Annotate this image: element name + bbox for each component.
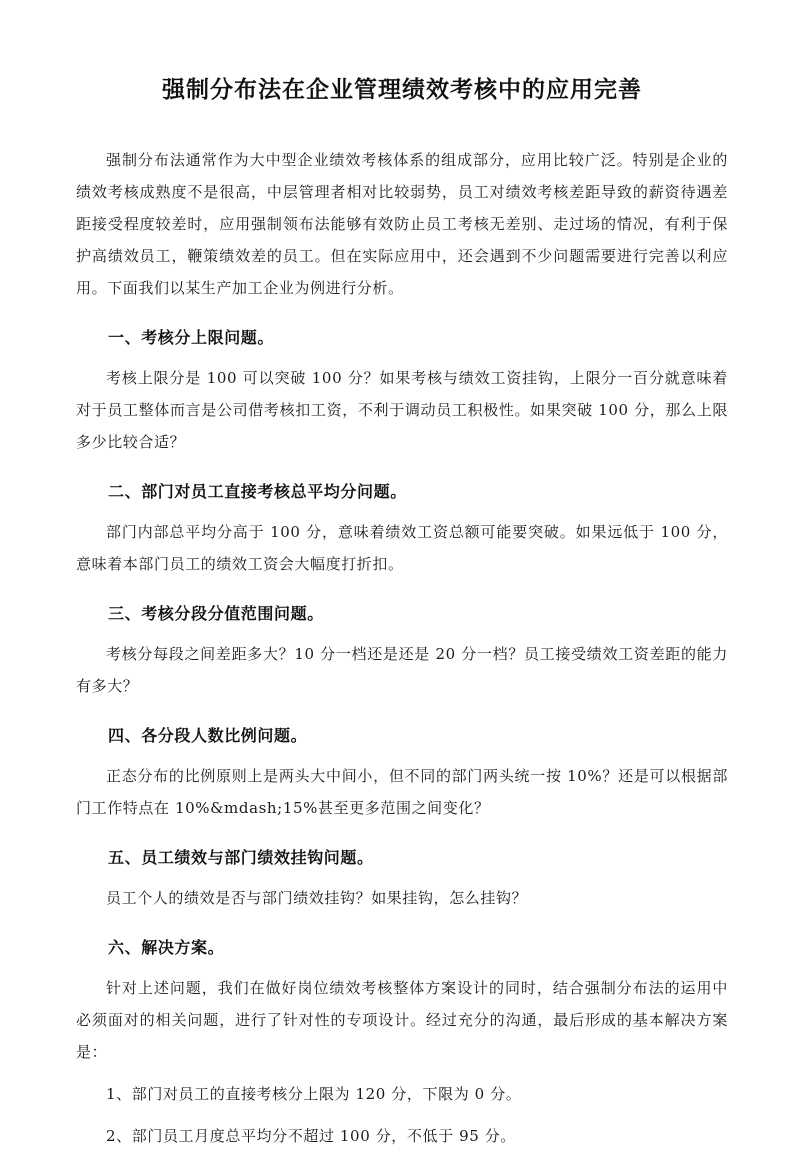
solution-item-1: 1、部门对员工的直接考核分上限为 120 分，下限为 0 分。 (106, 1085, 522, 1103)
document-title: 强制分布法在企业管理绩效考核中的应用完善 (162, 76, 642, 103)
section-heading-2: 二、部门对员工直接考核总平均分问题。 (108, 482, 407, 501)
section-heading-3: 三、考核分段分值范围问题。 (108, 604, 324, 623)
intro-paragraph: 强制分布法通常作为大中型企业绩效考核体系的组成部分，应用比较广泛。特别是企业的绩效考核成熟度不是很高，中层管理者相对比较弱势，员工对绩效考核差距导致的薪资待遇差距接受程度较差时，应用强制领布法能够有效防止员工考核无差别、走过场的情况，有利于保护高绩效员工，鞭策绩效差的员工。但在实际应用中，还会遇到不少问题需要进行完善以利应用。下面我们以某生产加工企业为例进行分析。 (76, 151, 728, 297)
section-body-5: 员工个人的绩效是否与部门绩效挂钩？如果挂钩，怎么挂钩？ (106, 889, 528, 907)
section-heading-1: 一、考核分上限问题。 (108, 328, 275, 347)
section-body-3: 考核分每段之间差距多大？10 分一档还是还是 20 分一档？员工接受绩效工资差距的能力有多大？ (76, 645, 728, 695)
section-body-1: 考核上限分是 100 可以突破 100 分？如果考核与绩效工资挂钩，上限分一百分就意味着对于员工整体而言是公司借考核扣工资，不利于调动员工积极性。如果突破 100 分，那么上限多少比较合适？ (76, 369, 728, 451)
section-heading-6: 六、解决方案。 (108, 938, 225, 957)
section-heading-5: 五、员工绩效与部门绩效挂钩问题。 (108, 848, 374, 867)
section-heading-4: 四、各分段人数比例问题。 (108, 726, 308, 745)
section-body-4: 正态分布的比例原则上是两头大中间小，但不同的部门两头统一按 10%？还是可以根据部门工作特点在 10%&mdash;15%甚至更多范围之间变化？ (76, 767, 728, 817)
section-body-2: 部门内部总平均分高于 100 分，意味着绩效工资总额可能要突破。如果远低于 100 分，意味着本部门员工的绩效工资会大幅度打折扣。 (76, 523, 728, 573)
section-body-6: 针对上述问题，我们在做好岗位绩效考核整体方案设计的同时，结合强制分布法的运用中必须面对的相关问题，进行了针对性的专项设计。经过充分的沟通，最后形成的基本解决方案是： (76, 979, 728, 1061)
solution-item-2: 2、部门员工月度总平均分不超过 100 分，不低于 95 分。 (106, 1127, 516, 1145)
